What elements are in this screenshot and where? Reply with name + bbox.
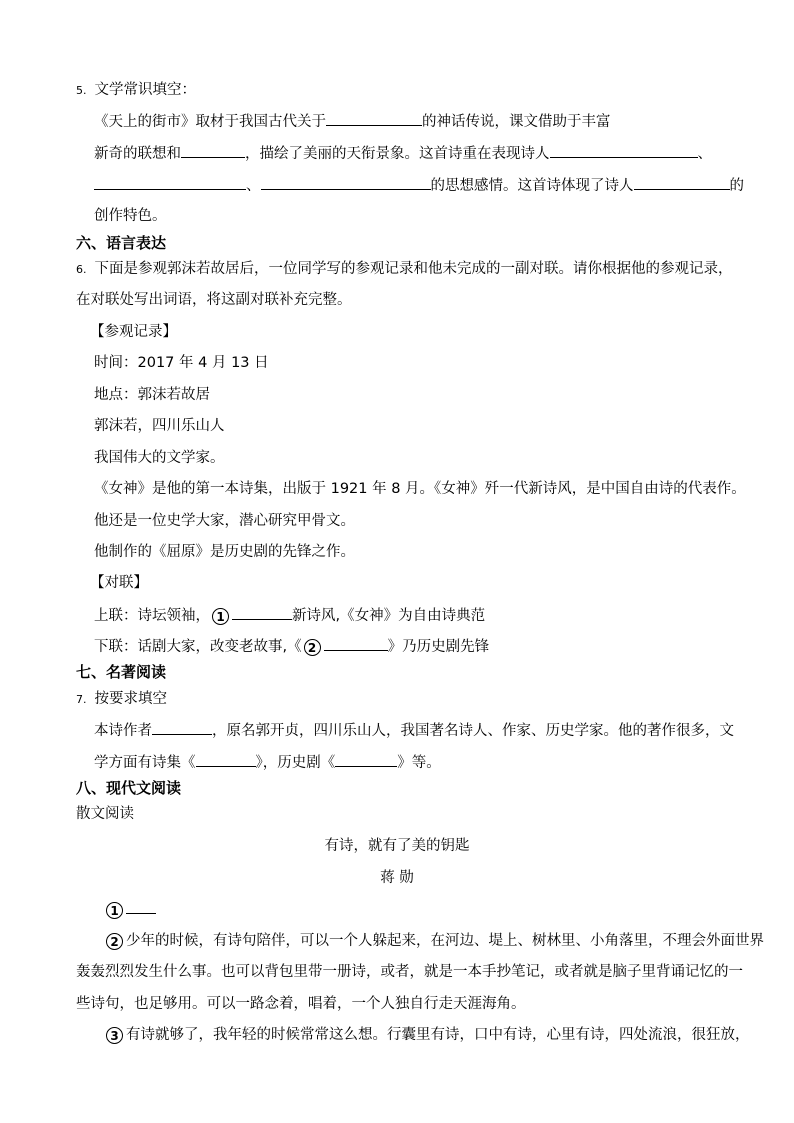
q5-blank-1[interactable] xyxy=(326,111,422,126)
q5-heading xyxy=(76,80,196,101)
paragraph-3-line1 xyxy=(104,1025,750,1045)
q7-title: 按要求填空 xyxy=(94,691,167,707)
q7-text: 》，历史剧《 xyxy=(255,755,336,771)
q5-text: 的 xyxy=(729,178,744,194)
q5-line1 xyxy=(94,111,611,132)
circled-number: 2 xyxy=(304,639,321,656)
article-title: 有诗，就有了美的钥匙 xyxy=(324,838,470,854)
couplet-lower xyxy=(94,636,489,657)
q5-blank-3[interactable] xyxy=(550,143,698,158)
record-line-5: 他制作的《屈原》是历史剧的先锋之作。 xyxy=(94,544,355,560)
section-6-title: 六、语言表达 xyxy=(76,234,167,252)
q7-text: 学方面有诗集《 xyxy=(94,755,196,771)
paragraph-text: 有诗就够了，我年轻的时候常常这么想。行囊里有诗，口中有诗，心里有诗，四处流浪，很狂放， xyxy=(126,1027,750,1043)
q7-line1 xyxy=(94,720,734,741)
record-place: 地点：郭沫若故居 xyxy=(94,387,210,403)
paragraph-2-line2: 轰轰烈烈发生什么事。也可以背包里带一册诗，或者，就是一本手抄笔记，或者就是脑子里背诵记忆的一 xyxy=(76,964,743,980)
couplet-text: 下联：话剧大家，改变老故事,《 xyxy=(94,639,302,655)
q6-line1 xyxy=(76,259,733,280)
reading-type: 散文阅读 xyxy=(76,806,134,822)
q5-blank-4[interactable] xyxy=(94,175,246,190)
q7-text: ，原名郭开贞，四川乐山人，我国著名诗人、作家、历史学家。他的著作很多，文 xyxy=(212,723,734,739)
q5-text: 的神话传说，课文借助于丰富 xyxy=(422,114,611,130)
record-time: 时间：2017 年 4 月 13 日 xyxy=(94,355,269,371)
record-line-3: 《女神》是他的第一本诗集，出版于 1921 年 8 月。《女神》歼一代新诗风，是中国自由诗的代表作。 xyxy=(94,481,746,497)
q5-number: 5. xyxy=(76,84,87,97)
q5-text: 《天上的街市》取材于我国古代关于 xyxy=(94,114,326,130)
q7-heading xyxy=(76,689,167,710)
q5-text: 、 xyxy=(246,178,261,194)
q7-blank-2[interactable] xyxy=(196,752,256,767)
q7-blank-1[interactable] xyxy=(152,720,212,735)
paragraph-text: 少年的时候，有诗句陪伴，可以一个人躲起来，在河边、堤上、树林里、小角落里，不理会外面世界 xyxy=(126,933,764,949)
article-author: 蒋 勋 xyxy=(380,870,414,886)
circled-number: 1 xyxy=(106,902,123,919)
paragraph-2-line3: 些诗句，也足够用。可以一路念着，唱着，一个人独自行走天涯海角。 xyxy=(76,996,526,1012)
q5-line4: 创作特色。 xyxy=(94,208,167,224)
paragraph-2-line1 xyxy=(104,931,764,951)
q7-number: 7. xyxy=(76,693,87,706)
record-title: 【参观记录】 xyxy=(90,324,177,340)
record-line-2: 我国伟大的文学家。 xyxy=(94,450,225,466)
q6-number: 6. xyxy=(76,263,87,276)
q7-blank-3[interactable] xyxy=(335,752,397,767)
q5-line2 xyxy=(94,143,712,164)
q5-text: 的思想感情。这首诗体现了诗人 xyxy=(430,178,634,194)
q7-line2 xyxy=(94,752,441,773)
couplet-blank-2[interactable] xyxy=(324,636,388,651)
circled-number: 3 xyxy=(106,1027,123,1044)
record-line-1: 郭沫若，四川乐山人 xyxy=(94,418,225,434)
q5-text: ，描绘了美丽的天衔景象。这首诗重在表现诗人 xyxy=(245,146,550,162)
circled-number: 2 xyxy=(106,933,123,950)
circled-number: 1 xyxy=(212,608,229,625)
couplet-text: 新诗风,《女神》为自由诗典范 xyxy=(292,608,486,624)
q7-text: 本诗作者 xyxy=(94,723,152,739)
couplet-blank-1[interactable] xyxy=(232,605,292,620)
q5-blank-2[interactable] xyxy=(181,143,245,158)
q5-line3 xyxy=(94,175,744,196)
paragraph-1 xyxy=(104,899,156,920)
q6-line2: 在对联处写出词语，将这副对联补充完整。 xyxy=(76,292,352,308)
section-8-title: 八、现代文阅读 xyxy=(76,779,182,797)
q5-text: 新奇的联想和 xyxy=(94,146,181,162)
q5-title: 文学常识填空： xyxy=(94,82,196,98)
q7-text: 》等。 xyxy=(397,755,441,771)
couplet-text: 上联：诗坛领袖， xyxy=(94,608,210,624)
section-7-title: 七、名著阅读 xyxy=(76,663,167,681)
couplet-title: 【对联】 xyxy=(90,575,148,591)
q5-text: 、 xyxy=(697,146,712,162)
q5-blank-6[interactable] xyxy=(634,175,730,190)
record-line-4: 他还是一位史学大家，潜心研究甲骨文。 xyxy=(94,513,355,529)
couplet-upper xyxy=(94,605,485,626)
paragraph-1-blank[interactable] xyxy=(126,899,156,914)
couplet-text: 》乃历史剧先锋 xyxy=(387,639,490,655)
q5-blank-5[interactable] xyxy=(261,175,431,190)
q6-text: 下面是参观郭沫若故居后，一位同学写的参观记录和他未完成的一副对联。请你根据他的参观记录， xyxy=(94,261,733,277)
